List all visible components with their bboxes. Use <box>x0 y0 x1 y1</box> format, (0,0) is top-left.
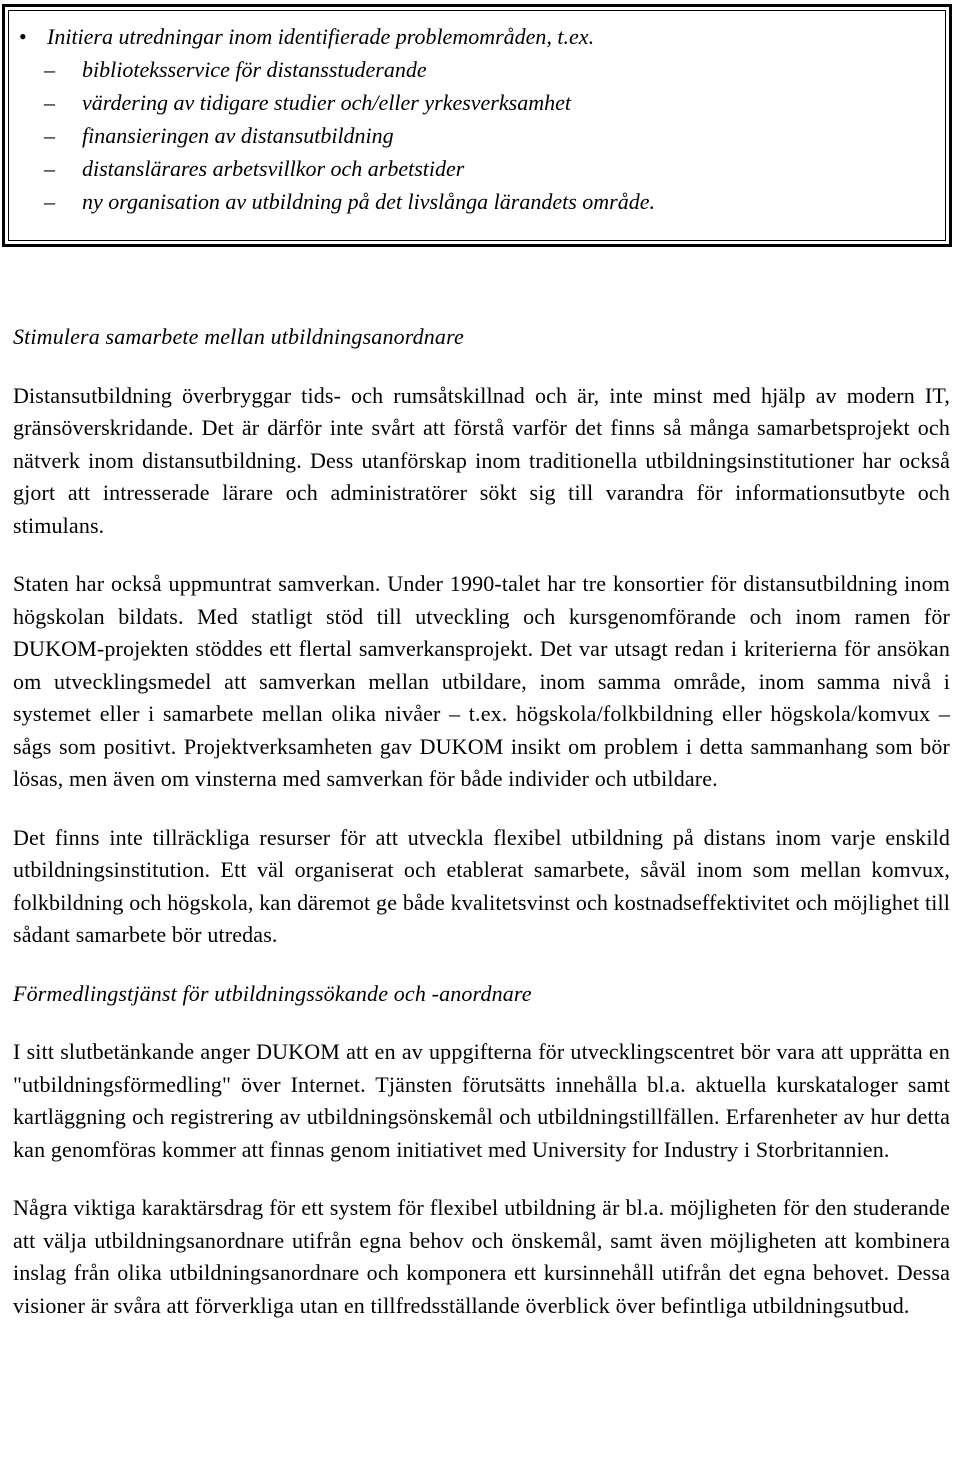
dash-item <box>19 185 939 218</box>
document-body <box>13 321 950 1322</box>
dash-item-text: finansieringen av distansutbildning <box>82 123 394 148</box>
paragraph: I sitt slutbetänkande anger DUKOM att en av uppgifterna för utvecklingscentret bör vara att upprätta en "utbildningsförmedling" över Internet. Tjänsten förutsätts innehålla bl.a. aktuella kurskataloger samt kartläggning och registrering av utbildningsönskemål och utbildningstillfällen. Erfarenheter av hur detta kan genomföras kommer att finnas genom initiativet med University for Industry i Storbritannien. <box>13 1039 950 1162</box>
framed-box <box>2 4 952 247</box>
dash-item <box>19 152 939 185</box>
bullet-icon: • <box>19 24 27 49</box>
paragraph: Distansutbildning överbryggar tids- och rumsåtskillnad och är, inte minst med hjälp av modern IT, gränsöverskridande. Det är därför inte svårt att förstå varför det finns så många samarbetsprojekt och nätverk inom distansutbildning. Dess utanförskap inom traditionella utbildningsinstitutioner har också gjort att intresserade lärare och administratörer sökt sig till varandra för informationsutbyte och stimulans. <box>13 382 950 538</box>
dash-icon: – <box>44 189 55 214</box>
bullet-item <box>19 20 939 53</box>
dash-item-text: distanslärares arbetsvillkor och arbetstider <box>82 156 465 181</box>
dash-item <box>19 53 939 86</box>
bullet-text: Initiera utredningar inom identifierade problemområden, t.ex. <box>47 24 595 49</box>
dash-item <box>19 86 939 119</box>
paragraph: Staten har också uppmuntrat samverkan. Under 1990-talet har tre konsortier för distansutbildning inom högskolan bildats. Med statligt stöd till utveckling och kursgenomförande och inom ramen för DUKOM-projekten stöddes ett flertal samverkansprojekt. Det var utsagt redan i kriterierna för ansökan om utvecklingsmedel att samverkan mellan utbildare, inom samma område, inom samma nivå i systemet eller i samarbete mellan olika nivåer – t.ex. högskola/folkbildning eller högskola/komvux – sågs som positivt. Projektverksamheten gav DUKOM insikt om problem i detta sammanhang som bör lösas, men även om vinsterna med samverkan för både individer och utbildare. <box>13 571 950 791</box>
dash-icon: – <box>44 123 55 148</box>
dash-item-text: värdering av tidigare studier och/eller yrkesverksamhet <box>82 90 571 115</box>
framed-box-content <box>19 20 939 218</box>
section-heading: Förmedlingstjänst för utbildningssökande och -anordnare <box>13 980 532 1006</box>
paragraph: Det finns inte tillräckliga resurser för att utveckla flexibel utbildning på distans inom varje enskild utbildningsinstitution. Ett väl organiserat och etablerat samarbete, såväl inom som mellan komvux, folkbildning och högskola, kan däremot ge både kvalitetsvinst och kostnadseffektivitet och möjlighet till sådant samarbete bör utredas. <box>13 824 950 947</box>
dash-icon: – <box>44 156 55 181</box>
paragraph: Några viktiga karaktärsdrag för ett system för flexibel utbildning är bl.a. möjligheten för den studerande att välja utbildningsanordnare utifrån egna behov och önskemål, samt även möjligheten att kombinera inslag från olika utbildningsanordnare och komponera ett kursinnehåll utifrån det egna behovet. Dessa visioner är svåra att förverkliga utan en tillfredsställande överblick över befintliga utbildningsutbud. <box>13 1195 950 1318</box>
dash-item-text: ny organisation av utbildning på det livslånga lärandets område. <box>82 189 655 214</box>
dash-icon: – <box>44 57 55 82</box>
dash-icon: – <box>44 90 55 115</box>
dash-item-text: biblioteksservice för distansstuderande <box>82 57 427 82</box>
section-heading: Stimulera samarbete mellan utbildningsanordnare <box>13 324 464 349</box>
dash-item <box>19 119 939 152</box>
